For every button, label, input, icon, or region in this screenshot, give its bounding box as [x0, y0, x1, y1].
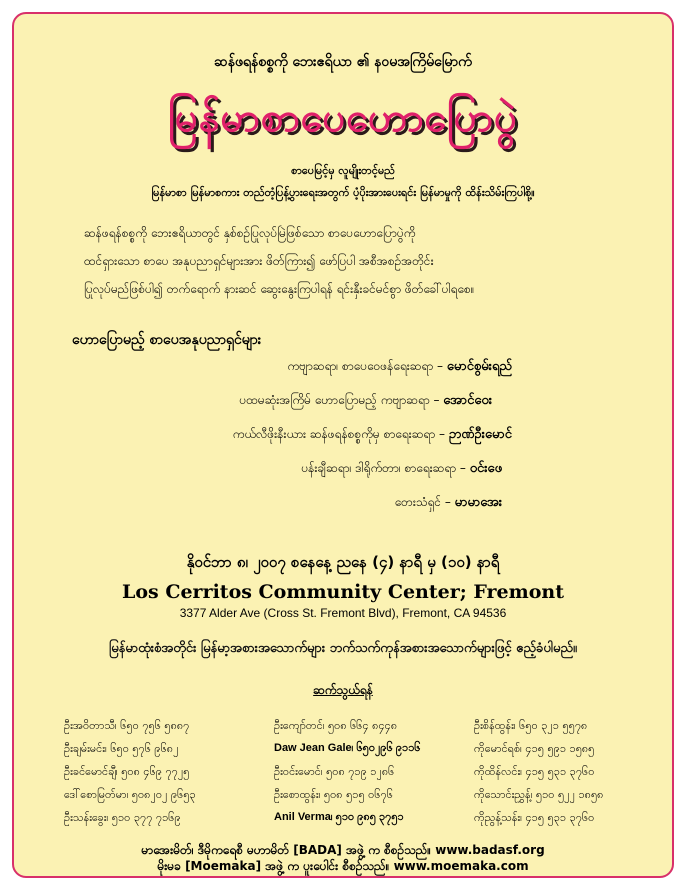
speaker-row [287, 358, 512, 377]
poster-subtitle: စာပေမြင့်မှ လူမျိုးတင့်မည် [291, 164, 395, 177]
contact-column [474, 714, 603, 829]
contact-entry: ဦးခင်မောင်ချီ၊ ၅၀၈ ၄၆၉ ၇၇၂၅ [64, 765, 190, 778]
speaker-name: မာမာအေး [454, 495, 502, 510]
intro-paragraph [84, 219, 624, 303]
poster-title: မြန်မာစာပေဟောပြောပွဲ [168, 95, 518, 141]
contact-entry: ဦးကျော်တင်၊ ၅၀၈ ၆၆၄ ၈၄၄၈ [274, 719, 398, 732]
speaker-row [301, 460, 502, 479]
speaker-row [239, 392, 492, 411]
contact-entry: ဦးသန်းခွေး၊ ၅၁၀ ၃၇၇ ၇၁၆၉ [64, 811, 181, 824]
contact-entry: ဦးစိန်ထွန်း၊ ၆၅၀ ၃၂၁ ၅၅၇၈ [474, 719, 588, 732]
speaker-role: တေးသံရှင် – [394, 495, 455, 509]
speaker-role: ကဗျာဆရာ၊ စာပေဝေဖန်ရေးဆရာ – [287, 359, 447, 373]
event-address: 3377 Alder Ave (Cross St. Fremont Blvd), Fremont, CA 94536 [179, 606, 507, 620]
speaker-row [395, 494, 502, 513]
footer [14, 842, 672, 874]
contact-entry: ကိုထိန်လင်း၊ ၄၁၅ ၅၃၁ ၃၇၆၀ [474, 765, 595, 778]
contact-entry: ကိုညွန့်သန်း၊ ၄၁၅ ၅၃၁ ၃၇၆၀ [474, 811, 595, 824]
footer-line-bada: မာအေးမိတ်၊ ဒီမိုကရေစီ မဟာမိတ် [BADA] အဖွဲ့ က စီစဉ်သည်။ www.badasf.org [141, 843, 545, 857]
food-notice: မြန်မာထုံးစံအတိုင်း မြန်မာ့အစားအသောက်များ ဘက်သက်ကုန်အစားအသောက်များဖြင့် ဧည့်ခံပါမည်။ [109, 641, 577, 656]
intro-line: ပြုလုပ်မည်ဖြစ်ပါ၍ တက်ရောက် နားဆင် ဆွေးနွေးကြပါရန် ရင်းနှီးခင်မင်စွာ ဖိတ်ခေါ်ပါရစေ။ [84, 282, 475, 296]
contact-entry: ကိုသောင်းညွှန့်၊ ၅၁၀ ၅၂၂ ၁၈၅၈ [474, 788, 604, 801]
event-venue: Los Cerritos Community Center; Fremont [122, 581, 564, 603]
contact-heading: ဆက်သွယ်ရန် [313, 683, 373, 697]
contact-entry: ဦးစောထွန်း၊ ၅၀၈ ၅၁၅ ၀၆၇၆ [274, 788, 393, 801]
speaker-role: ကယ်လီဖိုးနီးယား ဆန်ဖရန်စစ္စကိုမှ စာရေးဆရာ – [232, 427, 449, 441]
poster-tagline: မြန်မာစာ မြန်မာစကား တည်တံ့ပြန့်ပွားရေးအတွက် ပံ့ပိုးအားပေးရင်း မြန်မာမှုကို ထိန်းသိမ်းကြပါစို့။ [151, 186, 535, 199]
intro-line: ထင်ရှားသော စာပေ အနုပညာရှင်များအား ဖိတ်ကြား၍ ဖော်ပြပါ အစီအစဉ်အတိုင်း [84, 254, 434, 268]
speaker-role: ပန်းချီဆရာ၊ ဒါရိုက်တာ၊ စာရေးဆရာ – [301, 461, 470, 475]
contact-column [274, 714, 421, 829]
contact-entry: ကိုမောင်ရစ်၊ ၄၁၅ ၅၉၁ ၁၅၈၅ [474, 742, 595, 755]
organizer-line: ဆန်ဖရန်စစ္စကို ဘေးဧရိယာ ၏ နဝမအကြိမ်မြောက် [214, 54, 472, 70]
contact-entry: ဦးဝင်းမောင်၊ ၅၀၈ ၇၁၉ ၁၂၈၆ [274, 765, 395, 778]
speaker-role: ပထမဆုံးအကြိမ် ဟောပြောမည့် ကဗျာဆရာ – [239, 393, 444, 407]
contact-entry: ဒေါ်စောမြတ်မာ၊ ၅၀၈၂၀၂ ၉၆၅၃ [64, 788, 196, 801]
contact-entry: ဦးချမ်းမင်း၊ ၆၅၀ ၅၇၆ ၉၆၈၂ [64, 742, 179, 755]
speaker-name: ဝင်းဖေ [469, 461, 502, 476]
contact-entry: ဦးအဝိတာသီ၊ ၆၅၀ ၇၅၆ ၅၈၈၇ [64, 719, 190, 732]
event-poster [12, 12, 674, 878]
contact-column [64, 714, 196, 829]
speaker-name: အောင်ဝေး [443, 393, 492, 408]
contact-entry: Daw Jean Gale၊ ၆၅၀၂၉၆ ၉၁၁၆ [274, 742, 421, 754]
speaker-row [233, 426, 512, 445]
speakers-heading: ဟောပြောမည့် စာပေအနုပညာရှင်များ [72, 332, 262, 348]
event-datetime: နိုဝင်ဘာ ၈၊ ၂၀၀၇ စနေနေ့ ညနေ (၄) နာရီ မှ (၁၀) နာရီ [186, 553, 500, 571]
contact-entry: Anil Verma၊ ၅၁၀ ၉၈၅ ၃၇၅၁ [274, 811, 404, 823]
intro-line: ဆန်ဖရန်စစ္စကို ဘေးဧရိယာတွင် နှစ်စဉ်ပြုလုပ်မြဲဖြစ်သော စာပေဟောပြောပွဲကို [84, 226, 416, 240]
footer-line-moemaka: မိုးမခ [Moemaka] အဖွဲ့ က ပူးပေါင်း စီစဉ်သည်။ www.moemaka.com [157, 859, 529, 873]
speaker-name: ဉာဏ်ဦးမောင် [448, 427, 512, 442]
speaker-name: မောင်စွမ်းရည် [446, 359, 512, 374]
